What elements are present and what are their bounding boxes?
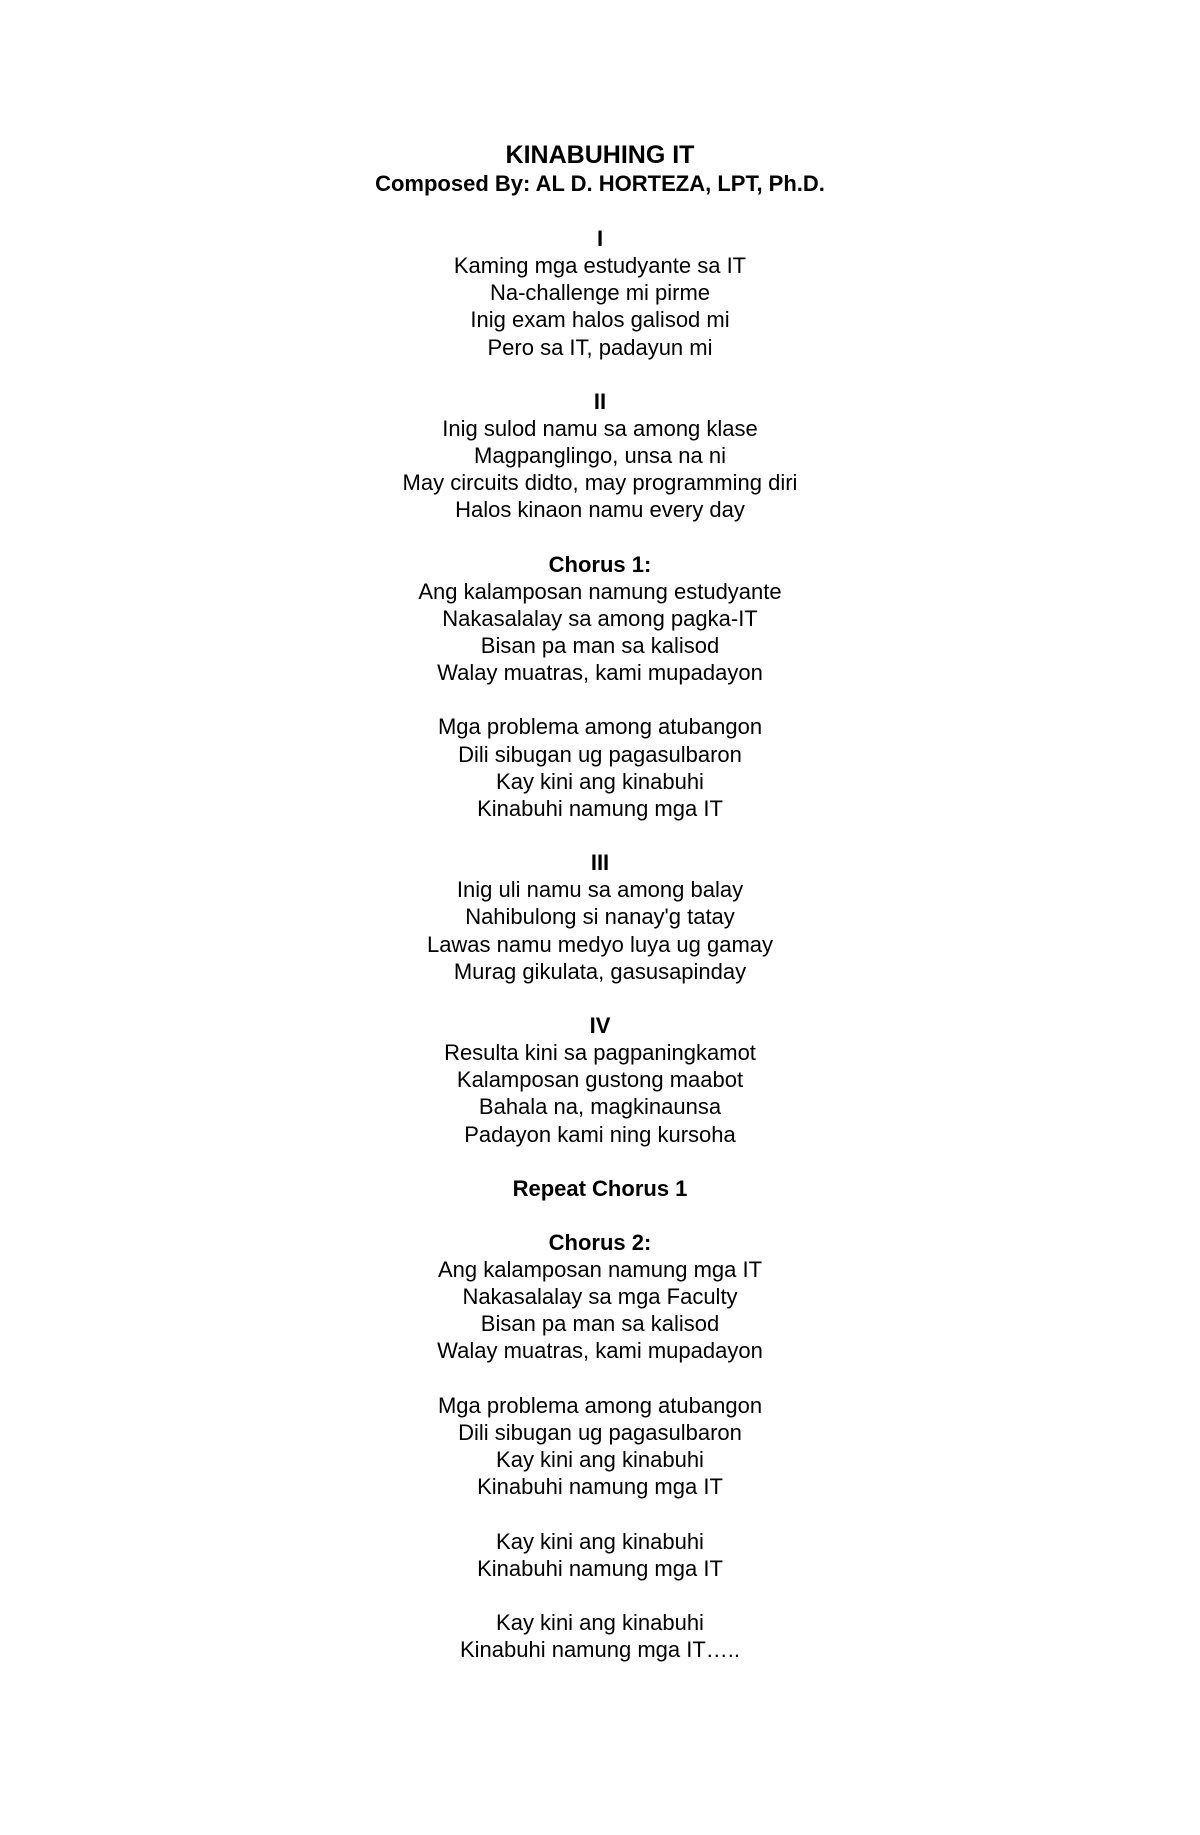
section-heading: IV	[589, 1013, 611, 1039]
lyric-line: Kalamposan gustong maabot	[456, 1067, 744, 1093]
lyric-line: Bisan pa man sa kalisod	[480, 1311, 720, 1337]
lyric-line: Bisan pa man sa kalisod	[480, 633, 720, 659]
lyric-line: Walay muatras, kami mupadayon	[437, 660, 763, 686]
lyrics-section	[0, 1609, 1200, 1663]
section-heading: Repeat Chorus 1	[512, 1175, 688, 1201]
lyric-line: Kay kini ang kinabuhi	[496, 1609, 704, 1635]
lyric-line: Nakasalalay sa mga Faculty	[462, 1284, 738, 1310]
section-heading: II	[593, 388, 607, 414]
lyric-line: Kay kini ang kinabuhi	[496, 1528, 704, 1554]
lyrics-body	[0, 225, 1200, 1663]
lyrics-section	[0, 551, 1200, 687]
lyrics-section	[0, 849, 1200, 985]
lyric-line: Halos kinaon namu every day	[455, 497, 745, 523]
lyric-line: Dili sibugan ug pagasulbaron	[458, 1419, 742, 1445]
lyric-line: Nakasalalay sa among pagka-IT	[442, 605, 758, 631]
section-heading: III	[590, 850, 610, 876]
lyric-line: Pero sa IT, padayun mi	[487, 334, 713, 360]
lyric-line: Inig exam halos galisod mi	[470, 307, 730, 333]
lyric-line: Mga problema among atubangon	[437, 1392, 763, 1418]
lyrics-document	[0, 140, 1200, 1663]
lyric-line: Resulta kini sa pagpaningkamot	[444, 1040, 756, 1066]
lyric-line: Kinabuhi namung mga IT	[477, 1474, 723, 1500]
lyric-line: Magpanglingo, unsa na ni	[474, 443, 726, 469]
lyric-line: May circuits didto, may programming diri	[402, 470, 798, 496]
section-heading: I	[596, 226, 604, 251]
lyric-line: Ang kalamposan namung estudyante	[418, 578, 782, 604]
song-title: KINABUHING IT	[505, 141, 695, 169]
lyric-line: Mga problema among atubangon	[437, 714, 763, 740]
lyric-line: Bahala na, magkinaunsa	[478, 1094, 722, 1120]
lyric-line: Lawas namu medyo luya ug gamay	[426, 931, 774, 957]
lyric-line: Inig uli namu sa among balay	[456, 877, 744, 903]
lyric-line: Kay kini ang kinabuhi	[496, 1447, 704, 1473]
lyric-line: Na-challenge mi pirme	[489, 280, 711, 306]
lyric-line: Kaming mga estudyante sa IT	[453, 253, 747, 278]
lyric-line: Ang kalamposan namung mga IT	[437, 1256, 763, 1282]
lyric-line: Kinabuhi namung mga IT	[477, 1555, 723, 1581]
lyric-line: Walay muatras, kami mupadayon	[437, 1338, 763, 1364]
lyric-line: Murag gikulata, gasusapinday	[453, 958, 747, 984]
lyric-line: Kay kini ang kinabuhi	[496, 768, 704, 794]
section-heading: Chorus 2:	[548, 1229, 652, 1255]
lyric-line: Inig sulod namu sa among klase	[442, 415, 758, 441]
lyric-line: Kinabuhi namung mga IT…..	[459, 1637, 741, 1663]
lyrics-section	[0, 1229, 1200, 1365]
section-heading: Chorus 1:	[548, 551, 652, 577]
lyrics-section	[0, 713, 1200, 822]
lyric-line: Kinabuhi namung mga IT	[477, 796, 723, 822]
composer-credit: Composed By: AL D. HORTEZA, LPT, Ph.D.	[375, 171, 825, 196]
lyrics-section	[0, 225, 1200, 361]
lyrics-section	[0, 1392, 1200, 1501]
lyrics-section	[0, 388, 1200, 524]
lyrics-section	[0, 1012, 1200, 1148]
lyric-line: Padayon kami ning kursoha	[464, 1121, 736, 1147]
lyric-line: Nahibulong si nanay'g tatay	[465, 904, 735, 930]
lyrics-section	[0, 1528, 1200, 1582]
lyrics-section	[0, 1175, 1200, 1202]
lyric-line: Dili sibugan ug pagasulbaron	[458, 741, 742, 767]
